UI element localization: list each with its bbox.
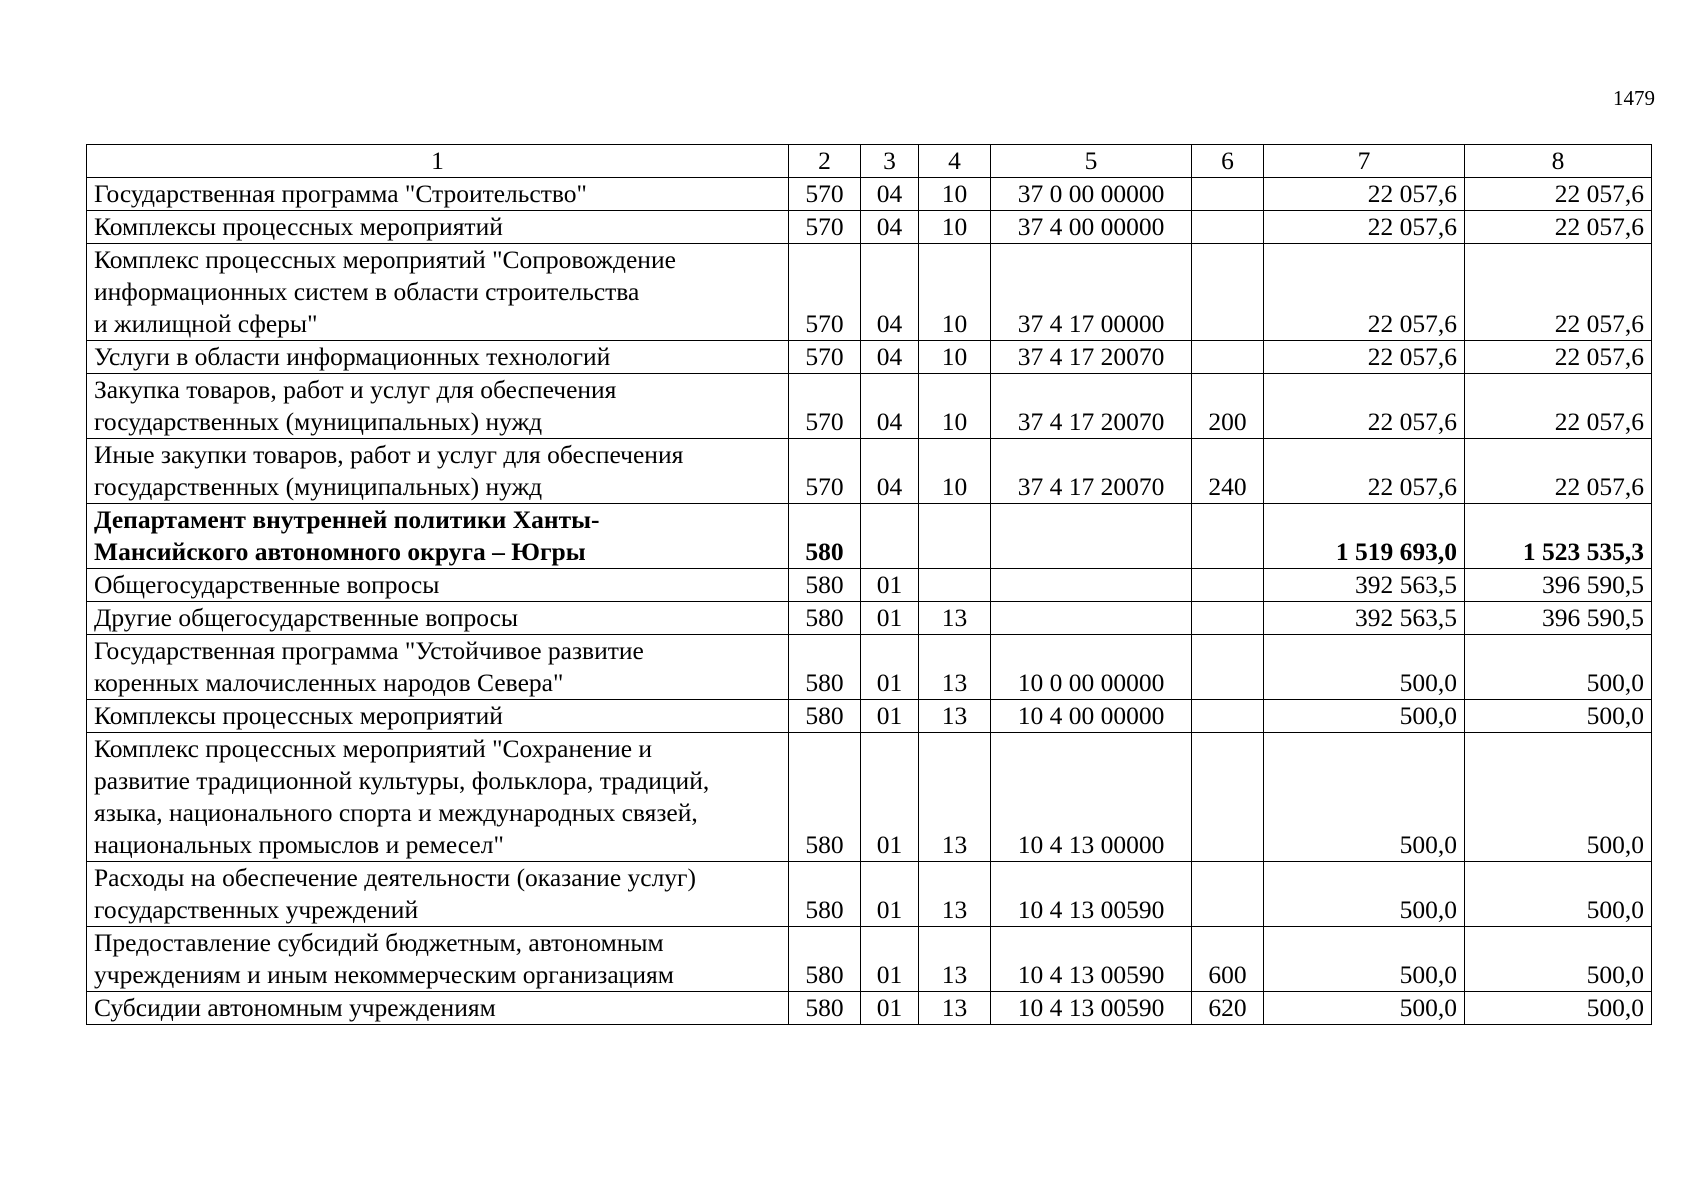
expense-name-cell: Государственная программа "Устойчивое развитие коренных малочисленных народов Севера" [87,635,789,700]
subsection-code-cell: 13 [919,602,991,635]
amount-col8-cell: 22 057,6 [1465,211,1652,244]
budget-table [86,144,1652,1025]
grbs-code-cell: 580 [789,504,861,569]
section-code-cell: 04 [861,211,919,244]
amount-col8-cell: 500,0 [1465,862,1652,927]
grbs-code-cell: 570 [789,244,861,341]
grbs-code-cell: 580 [789,569,861,602]
expense-type-cell [1192,569,1264,602]
grbs-code-cell: 580 [789,862,861,927]
amount-col8-cell: 500,0 [1465,992,1652,1025]
grbs-code-cell: 570 [789,341,861,374]
subsection-code-cell: 13 [919,862,991,927]
amount-col8-cell: 22 057,6 [1465,374,1652,439]
subsection-code-cell: 10 [919,244,991,341]
expense-name-cell: Услуги в области информационных технологий [87,341,789,374]
expense-type-cell [1192,635,1264,700]
grbs-code-cell: 570 [789,374,861,439]
subsection-code-cell: 10 [919,374,991,439]
section-code-cell: 01 [861,602,919,635]
amount-col8-cell: 396 590,5 [1465,569,1652,602]
amount-col7-cell: 500,0 [1264,700,1465,733]
target-article-cell: 10 4 13 00590 [991,992,1192,1025]
section-code-cell: 04 [861,374,919,439]
expense-type-cell: 620 [1192,992,1264,1025]
section-code-cell: 01 [861,992,919,1025]
table-row [87,569,1652,602]
amount-col7-cell: 22 057,6 [1264,439,1465,504]
amount-col7-cell: 22 057,6 [1264,178,1465,211]
table-row [87,602,1652,635]
section-code-cell: 04 [861,341,919,374]
expense-type-cell: 200 [1192,374,1264,439]
amount-col7-cell: 500,0 [1264,862,1465,927]
amount-col7-cell: 392 563,5 [1264,569,1465,602]
expense-type-cell [1192,244,1264,341]
header-cell-6: 6 [1192,145,1264,178]
section-code-cell: 01 [861,569,919,602]
expense-name-cell: Другие общегосударственные вопросы [87,602,789,635]
grbs-code-cell: 580 [789,602,861,635]
header-cell-2: 2 [789,145,861,178]
subsection-code-cell: 13 [919,927,991,992]
table-row [87,635,1652,700]
subsection-code-cell: 13 [919,733,991,862]
target-article-cell: 10 4 13 00590 [991,927,1192,992]
expense-name-cell: Комплекс процессных мероприятий "Сохранение и развитие традиционной культуры, фольклора, традиций, языка, национального спорта и международных связей, национальных промыслов и ремесел" [87,733,789,862]
amount-col8-cell: 22 057,6 [1465,244,1652,341]
expense-name-cell: Предоставление субсидий бюджетным, автономным учреждениям и иным некоммерческим организациям [87,927,789,992]
grbs-code-cell: 580 [789,733,861,862]
target-article-cell: 37 4 17 00000 [991,244,1192,341]
expense-name-cell: Субсидии автономным учреждениям [87,992,789,1025]
table-row [87,992,1652,1025]
expense-type-cell [1192,504,1264,569]
table-row [87,374,1652,439]
header-cell-7: 7 [1264,145,1465,178]
expense-type-cell: 600 [1192,927,1264,992]
table-row [87,439,1652,504]
target-article-cell: 37 4 17 20070 [991,341,1192,374]
expense-name-cell: Комплекс процессных мероприятий "Сопровождение информационных систем в области строительства и жилищной сферы" [87,244,789,341]
amount-col7-cell: 22 057,6 [1264,211,1465,244]
table-row [87,927,1652,992]
grbs-code-cell: 580 [789,992,861,1025]
grbs-code-cell: 580 [789,635,861,700]
table-row [87,733,1652,862]
amount-col8-cell: 22 057,6 [1465,341,1652,374]
table-row [87,211,1652,244]
grbs-code-cell: 570 [789,439,861,504]
expense-name-cell: Закупка товаров, работ и услуг для обеспечения государственных (муниципальных) нужд [87,374,789,439]
expense-type-cell [1192,602,1264,635]
section-code-cell: 04 [861,439,919,504]
header-cell-5: 5 [991,145,1192,178]
expense-name-cell: Комплексы процессных мероприятий [87,700,789,733]
target-article-cell: 37 4 17 20070 [991,374,1192,439]
table-body [87,178,1652,1025]
expense-type-cell [1192,178,1264,211]
amount-col8-cell: 22 057,6 [1465,178,1652,211]
amount-col8-cell: 500,0 [1465,700,1652,733]
amount-col7-cell: 500,0 [1264,927,1465,992]
target-article-cell [991,602,1192,635]
section-code-cell: 01 [861,733,919,862]
target-article-cell: 10 4 00 00000 [991,700,1192,733]
target-article-cell: 37 4 17 20070 [991,439,1192,504]
expense-name-cell: Расходы на обеспечение деятельности (оказание услуг) государственных учреждений [87,862,789,927]
target-article-cell: 37 0 00 00000 [991,178,1192,211]
target-article-cell: 37 4 00 00000 [991,211,1192,244]
subsection-code-cell: 13 [919,992,991,1025]
page-number: 1479 [1613,86,1655,110]
expense-name-cell: Общегосударственные вопросы [87,569,789,602]
table-row [87,178,1652,211]
target-article-cell: 10 0 00 00000 [991,635,1192,700]
target-article-cell [991,569,1192,602]
target-article-cell: 10 4 13 00590 [991,862,1192,927]
subsection-code-cell: 10 [919,439,991,504]
amount-col8-cell: 22 057,6 [1465,439,1652,504]
subsection-code-cell: 10 [919,341,991,374]
section-code-cell: 01 [861,700,919,733]
subsection-code-cell: 13 [919,635,991,700]
header-cell-8: 8 [1465,145,1652,178]
table-row [87,504,1652,569]
amount-col8-cell: 396 590,5 [1465,602,1652,635]
amount-col7-cell: 1 519 693,0 [1264,504,1465,569]
expense-type-cell [1192,700,1264,733]
subsection-code-cell: 10 [919,211,991,244]
expense-name-cell: Департамент внутренней политики Ханты- Мансийского автономного округа – Югры [87,504,789,569]
amount-col8-cell: 500,0 [1465,927,1652,992]
amount-col8-cell: 500,0 [1465,635,1652,700]
expense-name-cell: Государственная программа "Строительство" [87,178,789,211]
amount-col7-cell: 22 057,6 [1264,374,1465,439]
amount-col7-cell: 500,0 [1264,733,1465,862]
table-row [87,341,1652,374]
subsection-code-cell [919,569,991,602]
section-code-cell: 01 [861,635,919,700]
expense-type-cell [1192,341,1264,374]
grbs-code-cell: 580 [789,700,861,733]
target-article-cell: 10 4 13 00000 [991,733,1192,862]
section-code-cell: 04 [861,178,919,211]
amount-col7-cell: 22 057,6 [1264,341,1465,374]
amount-col8-cell: 500,0 [1465,733,1652,862]
amount-col7-cell: 392 563,5 [1264,602,1465,635]
subsection-code-cell [919,504,991,569]
subsection-code-cell: 13 [919,700,991,733]
header-row [87,145,1652,178]
section-code-cell: 04 [861,244,919,341]
section-code-cell: 01 [861,862,919,927]
expense-type-cell: 240 [1192,439,1264,504]
expense-name-cell: Комплексы процессных мероприятий [87,211,789,244]
amount-col8-cell: 1 523 535,3 [1465,504,1652,569]
header-cell-3: 3 [861,145,919,178]
grbs-code-cell: 580 [789,927,861,992]
amount-col7-cell: 500,0 [1264,635,1465,700]
grbs-code-cell: 570 [789,178,861,211]
amount-col7-cell: 500,0 [1264,992,1465,1025]
expense-type-cell [1192,862,1264,927]
grbs-code-cell: 570 [789,211,861,244]
expense-type-cell [1192,211,1264,244]
header-cell-4: 4 [919,145,991,178]
target-article-cell [991,504,1192,569]
table-row [87,862,1652,927]
amount-col7-cell: 22 057,6 [1264,244,1465,341]
subsection-code-cell: 10 [919,178,991,211]
table-row [87,244,1652,341]
section-code-cell [861,504,919,569]
expense-type-cell [1192,733,1264,862]
header-cell-1: 1 [87,145,789,178]
table-row [87,700,1652,733]
section-code-cell: 01 [861,927,919,992]
expense-name-cell: Иные закупки товаров, работ и услуг для обеспечения государственных (муниципальных) нужд [87,439,789,504]
